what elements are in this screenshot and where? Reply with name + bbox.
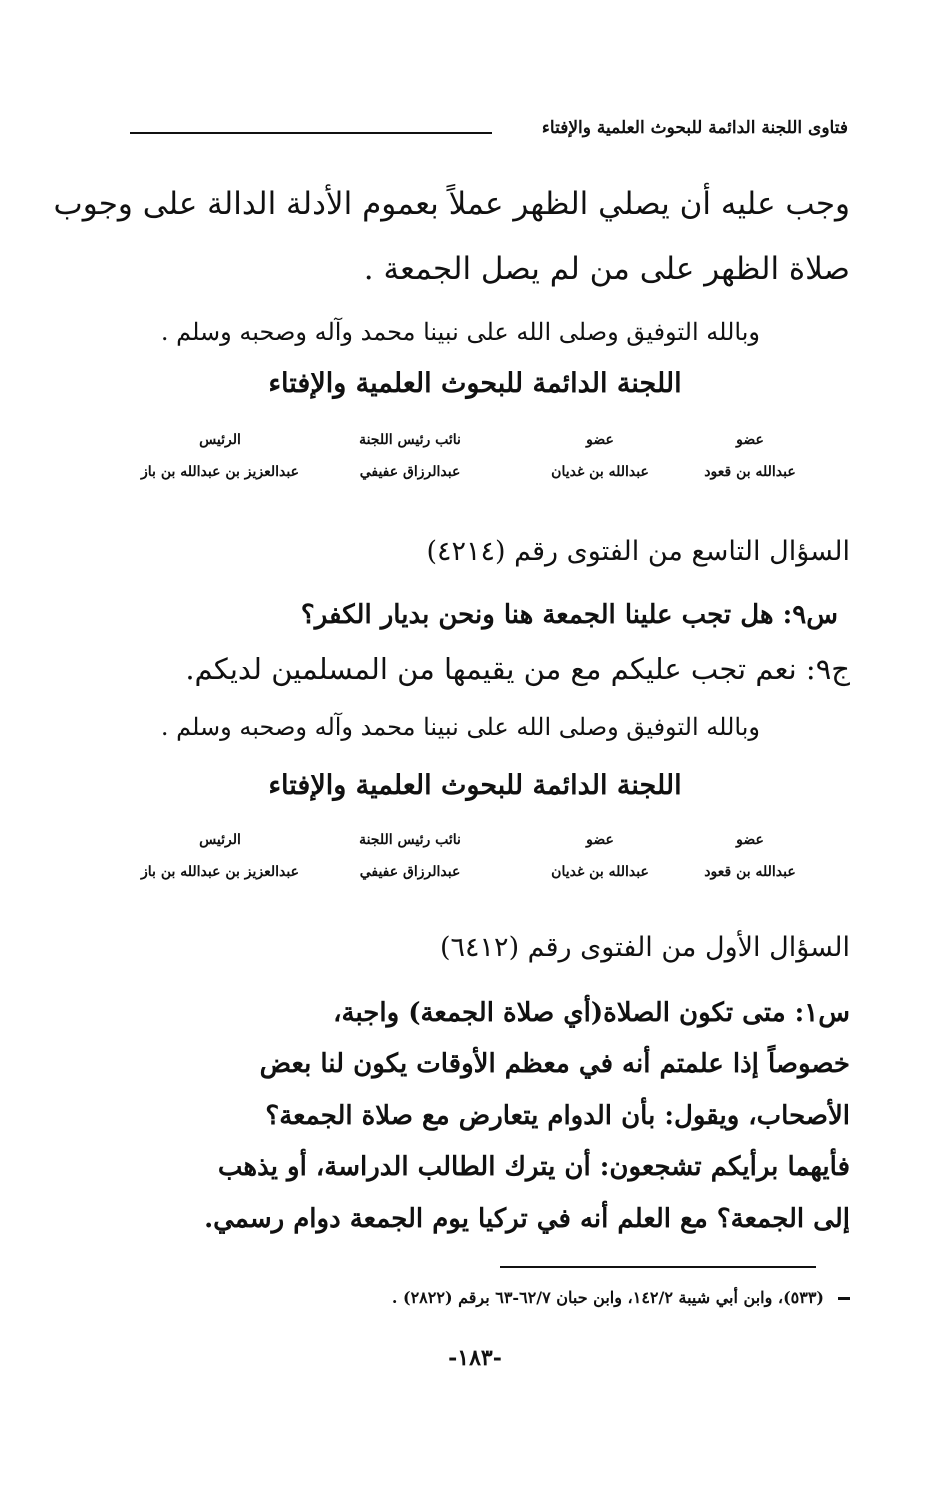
signature-role: الرئيس [199,832,241,848]
signature-role: عضو [586,832,614,848]
question-line-1: س١: متى تكون الصلاة(أي صلاة الجمعة) واجبة، [333,998,850,1028]
question-line-4: فأيهما برأيكم تشجعون: أن يترك الطالب الدراسة، أو يذهب [217,1152,850,1182]
signature-name: عبدالله بن قعود [704,864,796,880]
fatwa-heading: السؤال الأول من الفتوى رقم (٦٤١٢) [440,932,850,963]
body-line-2: صلاة الظهر على من لم يصل الجمعة . [363,251,850,287]
answer-text: ج٩: نعم تجب عليكم مع من يقيمها من المسلمين لديكم. [185,652,850,686]
signature-member-2 [525,832,675,880]
signature-block [135,832,815,902]
question-text: س٩: هل تجب علينا الجمعة هنا ونحن بديار الكفر؟ [300,600,838,630]
committee-title: اللجنة الدائمة للبحوث العلمية والإفتاء [268,770,682,801]
closing-prayer: وبالله التوفيق وصلى الله على نبينا محمد وآله وصحبه وسلم . [160,713,760,741]
signature-name: عبدالرزاق عفيفي [359,864,461,880]
question-line-5: إلى الجمعة؟ مع العلم أنه في تركيا يوم الجمعة دوام رسمي. [204,1204,850,1234]
signature-member-2 [525,432,675,480]
header-rule [130,132,492,134]
signature-role: نائب رئيس اللجنة [359,432,461,448]
signature-role: الرئيس [199,432,241,448]
footnote [130,1288,850,1307]
signature-role: عضو [736,832,764,848]
body-line-1: وجب عليه أن يصلي الظهر عملاً بعموم الأدلة الدالة على وجوب [53,186,850,222]
signature-president [125,832,315,880]
question-line-2: خصوصاً إذا علمتم أنه في معظم الأوقات يكون لنا بعض [259,1049,850,1079]
footnote-dash [838,1297,850,1300]
signature-name: عبدالرزاق عفيفي [359,464,461,480]
header-title: فتاوى اللجنة الدائمة للبحوث العلمية والإفتاء [541,118,848,138]
signature-president [125,432,315,480]
signature-name: عبدالله بن قعود [704,464,796,480]
question-line-3: الأصحاب، ويقول: بأن الدوام يتعارض مع صلاة الجمعة؟ [265,1101,850,1131]
signature-role: عضو [586,432,614,448]
fatwa-heading: السؤال التاسع من الفتوى رقم (٤٢١٤) [426,536,850,567]
footnote-separator [500,1266,816,1268]
signature-member-1 [685,832,815,880]
signature-name: عبدالعزيز بن عبدالله بن باز [141,864,299,880]
footnote-text: (٥٣٣)، وابن أبي شيبة ١٤٢/٢، وابن حبان ٦٢/٧-٦٣ برقم (٢٨٢٢) . [391,1288,824,1307]
signature-vice-president [325,832,495,880]
signature-block [135,432,815,502]
closing-prayer: وبالله التوفيق وصلى الله على نبينا محمد وآله وصحبه وسلم . [160,318,760,346]
signature-role: عضو [736,432,764,448]
running-header [130,118,848,148]
signature-name: عبدالله بن غديان [551,464,649,480]
signature-name: عبدالله بن غديان [551,864,649,880]
signature-vice-president [325,432,495,480]
committee-title: اللجنة الدائمة للبحوث العلمية والإفتاء [268,368,682,399]
signature-member-1 [685,432,815,480]
signature-role: نائب رئيس اللجنة [359,832,461,848]
page-number: -١٨٣- [448,1345,502,1371]
signature-name: عبدالعزيز بن عبدالله بن باز [141,464,299,480]
